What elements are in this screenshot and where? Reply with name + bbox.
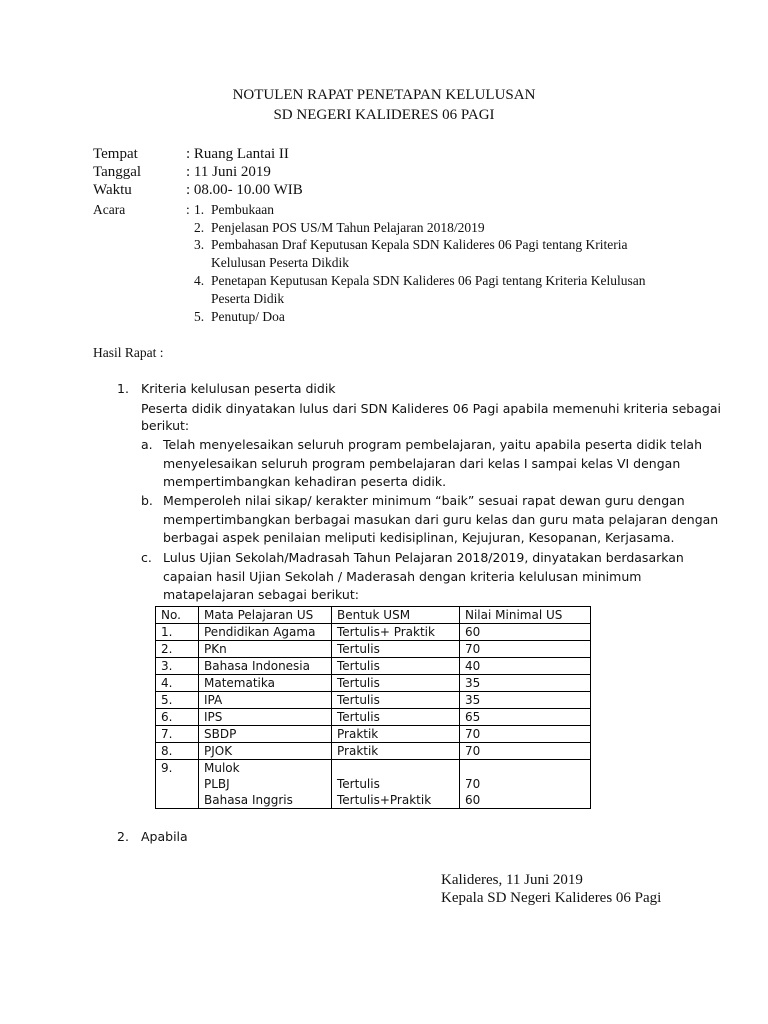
- table-header-cell: Mata Pelajaran US: [199, 607, 332, 624]
- sub-text-line: Lulus Ujian Sekolah/Madrasah Tahun Pelajaran 2018/2019, dinyatakan berdasarkan: [163, 550, 684, 565]
- point-intro-line: Peserta didik dinyatakan lulus dari SDN Kalideres 06 Pagi apabila memenuhi kriteria sebagai: [141, 401, 721, 416]
- kelulusan-table: [155, 606, 591, 809]
- table-header-cell: No.: [156, 607, 199, 624]
- sub-text-line: mempertimbangkan kehadiran peserta didik.: [163, 474, 447, 489]
- table-cell-multi: [199, 760, 332, 809]
- acara-item-num: 5.: [194, 309, 205, 324]
- table-cell: 70: [460, 743, 591, 760]
- table-cell-line: Tertulis+Praktik: [337, 793, 432, 807]
- point-number: 1.: [117, 381, 129, 396]
- table-cell: Tertulis: [332, 692, 460, 709]
- table-header-cell: Bentuk USM: [332, 607, 460, 624]
- table-row: [156, 726, 591, 743]
- table-row: [156, 709, 591, 726]
- table-cell: 2.: [156, 641, 199, 658]
- point-number: 2.: [117, 829, 129, 844]
- table-cell: 9.: [156, 760, 199, 809]
- document-subtitle: SD NEGERI KALIDERES 06 PAGI: [273, 107, 495, 123]
- table-cell: Praktik: [332, 726, 460, 743]
- table-cell: Pendidikan Agama: [199, 624, 332, 641]
- info-label-acara: Acara: [93, 202, 126, 217]
- sub-text-line: Telah menyelesaikan seluruh program pembelajaran, yaitu apabila peserta didik telah: [163, 437, 703, 452]
- info-value-waktu: : 08.00- 10.00 WIB: [186, 182, 303, 198]
- table-row: [156, 675, 591, 692]
- table-cell: 60: [460, 624, 591, 641]
- acara-item-text: Pembahasan Draf Keputusan Kepala SDN Kalideres 06 Pagi tentang Kriteria: [211, 237, 628, 252]
- acara-item-text: Penjelasan POS US/M Tahun Pelajaran 2018/2019: [211, 220, 485, 235]
- acara-item-num: 2.: [194, 220, 205, 235]
- table-cell: 70: [460, 726, 591, 743]
- acara-item-text: Pembukaan: [211, 202, 274, 217]
- point-text: Apabila: [141, 829, 188, 844]
- table-cell: 6.: [156, 709, 199, 726]
- table-row: [156, 692, 591, 709]
- table-cell: 35: [460, 692, 591, 709]
- sub-text-line: mempertimbangkan berbagai masukan dari guru kelas dan guru mata pelajaran dengan: [163, 512, 719, 527]
- point-intro-line: berikut:: [141, 418, 190, 433]
- sub-text-line: berbagai aspek penilaian meliputi kedisiplinan, Kejujuran, Kesopanan, Kerjasama.: [163, 530, 675, 545]
- table-cell-line: 60: [465, 793, 481, 807]
- table-cell: PJOK: [199, 743, 332, 760]
- info-acara-colon: :: [186, 202, 190, 217]
- acara-item-num: 1.: [194, 202, 205, 217]
- sub-letter: a.: [141, 437, 153, 452]
- sub-text-line: menyelesaikan seluruh program pembelajaran dari kelas I sampai kelas VI dengan: [163, 456, 681, 471]
- table-cell-line: Tertulis: [337, 777, 380, 791]
- sub-letter: c.: [141, 550, 152, 565]
- table-cell: 8.: [156, 743, 199, 760]
- table-cell: Tertulis: [332, 658, 460, 675]
- table-cell: 4.: [156, 675, 199, 692]
- table-cell: Praktik: [332, 743, 460, 760]
- table-row: [156, 743, 591, 760]
- table-cell-line: Mulok: [204, 761, 240, 775]
- table-cell: Tertulis+ Praktik: [332, 624, 460, 641]
- info-value-tempat: : Ruang Lantai II: [186, 146, 289, 162]
- sub-text-line: capaian hasil Ujian Sekolah / Maderasah dengan kriteria kelulusan minimum: [163, 569, 642, 584]
- acara-item-num: 4.: [194, 273, 205, 288]
- table-cell-line: [465, 760, 585, 776]
- table-cell: IPA: [199, 692, 332, 709]
- info-label-tempat: Tempat: [93, 146, 138, 162]
- table-cell: Tertulis: [332, 641, 460, 658]
- table-cell: 1.: [156, 624, 199, 641]
- table-cell: IPS: [199, 709, 332, 726]
- table-cell: 70: [460, 641, 591, 658]
- table-header-cell: Nilai Minimal US: [460, 607, 591, 624]
- acara-item-text: Penutup/ Doa: [211, 309, 285, 324]
- table-cell-line: 70: [465, 777, 481, 791]
- table-cell: 3.: [156, 658, 199, 675]
- sub-letter: b.: [141, 493, 153, 508]
- table-cell: 65: [460, 709, 591, 726]
- signature-place-date: Kalideres, 11 Juni 2019: [441, 872, 583, 888]
- table-row: [156, 624, 591, 641]
- table-cell-line: PLBJ: [204, 777, 230, 791]
- table-cell: 7.: [156, 726, 199, 743]
- point-title: Kriteria kelulusan peserta didik: [141, 381, 336, 396]
- document-title: NOTULEN RAPAT PENETAPAN KELULUSAN: [232, 87, 536, 103]
- info-label-waktu: Waktu: [93, 182, 132, 198]
- acara-item-text: Peserta Didik: [211, 291, 285, 306]
- table-row: [156, 658, 591, 675]
- table-cell: Tertulis: [332, 709, 460, 726]
- table-cell: Tertulis: [332, 675, 460, 692]
- acara-item-text: Kelulusan Peserta Dikdik: [211, 255, 349, 270]
- table-header-row: [156, 607, 591, 624]
- sub-text-line: Memperoleh nilai sikap/ kerakter minimum “baik” sesuai rapat dewan guru dengan: [163, 493, 685, 508]
- info-value-tanggal: : 11 Juni 2019: [186, 164, 271, 180]
- acara-item-num: 3.: [194, 237, 205, 252]
- table-cell: PKn: [199, 641, 332, 658]
- table-cell: 40: [460, 658, 591, 675]
- table-cell: SBDP: [199, 726, 332, 743]
- table-cell: 35: [460, 675, 591, 692]
- table-cell: Bahasa Indonesia: [199, 658, 332, 675]
- hasil-rapat-label: Hasil Rapat :: [93, 345, 164, 360]
- signature-role: Kepala SD Negeri Kalideres 06 Pagi: [441, 890, 662, 906]
- table-row: [156, 641, 591, 658]
- table-cell-line: [337, 760, 454, 776]
- sub-text-line: matapelajaran sebagai berikut:: [163, 587, 359, 602]
- info-label-tanggal: Tanggal: [93, 164, 142, 180]
- table-cell-multi: [332, 760, 460, 809]
- acara-item-text: Penetapan Keputusan Kepala SDN Kalideres 06 Pagi tentang Kriteria Kelulusan: [211, 273, 646, 288]
- table-cell-line: Bahasa Inggris: [204, 793, 293, 807]
- table-cell: Matematika: [199, 675, 332, 692]
- table-cell-multi: [460, 760, 591, 809]
- table-row-mulok: [156, 760, 591, 809]
- table-cell: 5.: [156, 692, 199, 709]
